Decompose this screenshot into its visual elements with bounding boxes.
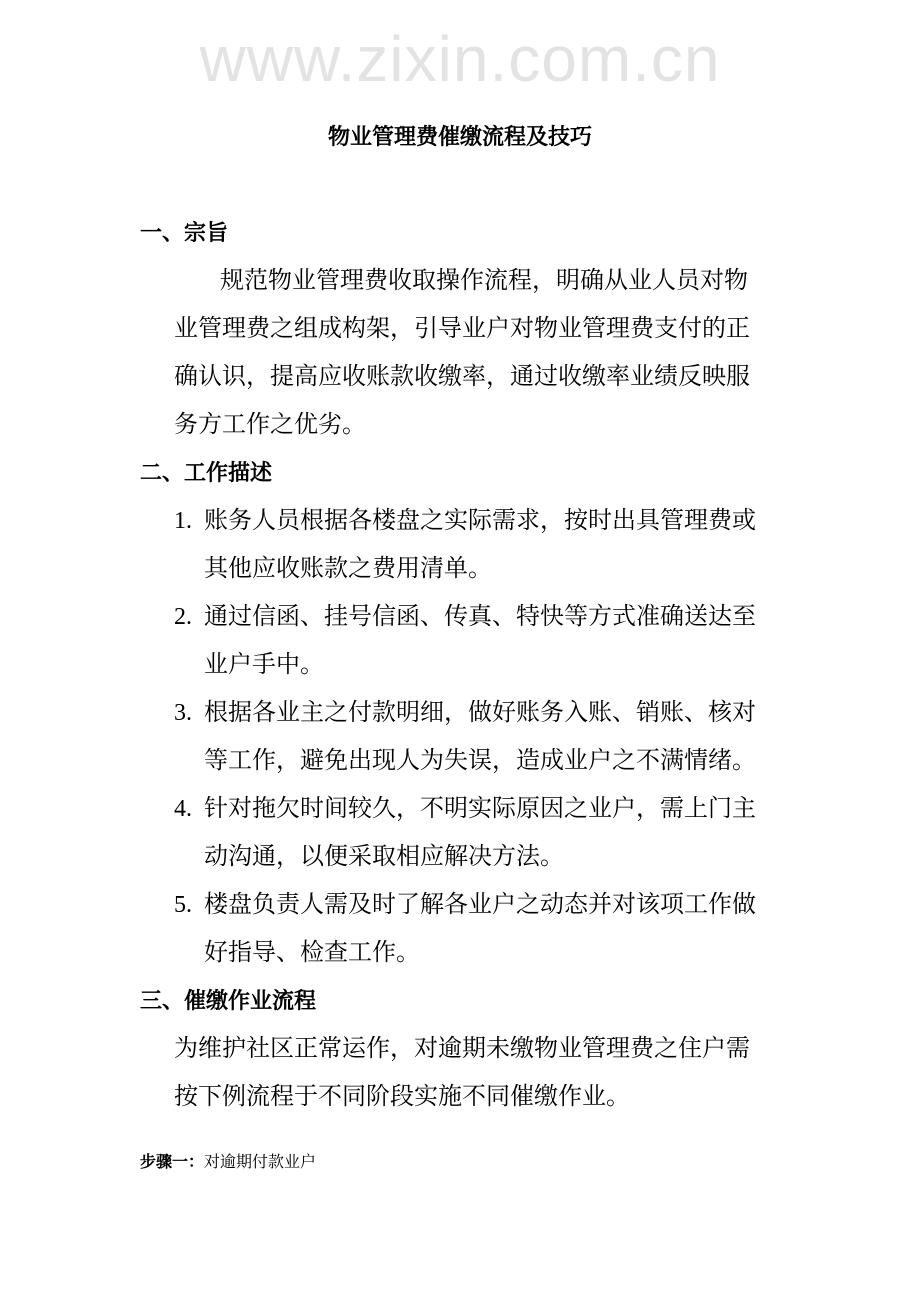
list-item: [174, 890, 756, 920]
paragraph-line: 确认识，提高应收账款收缴率，通过收缴率业绩反映服: [174, 364, 750, 390]
list-item: [174, 602, 756, 632]
list-item-continuation: 动沟通，以便采取相应解决方法。: [204, 844, 564, 870]
paragraph-line: 按下例流程于不同阶段实施不同催缴作业。: [174, 1084, 630, 1110]
list-text: 针对拖欠时间较久，不明实际原因之业户，需上门主: [204, 796, 756, 822]
list-number: 5.: [174, 892, 192, 918]
list-text: 通过信函、挂号信函、传真、特快等方式准确送达至: [204, 604, 756, 630]
list-number: 4.: [174, 796, 192, 822]
section-heading-work: 二、工作描述: [140, 460, 273, 485]
list-text: 根据各业主之付款明细，做好账务入账、销账、核对: [204, 700, 756, 726]
list-item: [174, 506, 756, 536]
list-item-continuation: 好指导、检查工作。: [204, 940, 420, 966]
list-item-continuation: 等工作，避免出现人为失误，造成业户之不满情绪。: [204, 748, 756, 774]
paragraph-line: 为维护社区正常运作，对逾期未缴物业管理费之住户需: [174, 1036, 750, 1062]
step-one: [140, 1152, 316, 1174]
list-text: 账务人员根据各楼盘之实际需求，按时出具管理费或: [204, 508, 756, 534]
list-item-continuation: 其他应收账款之费用清单。: [204, 556, 492, 582]
list-item-continuation: 业户手中。: [204, 652, 324, 678]
list-number: 3.: [174, 700, 192, 726]
step-label: 步骤一：: [140, 1154, 205, 1171]
paragraph-line: 务方工作之优劣。: [174, 412, 366, 438]
list-text: 楼盘负责人需及时了解各业户之动态并对该项工作做: [204, 892, 756, 918]
section-heading-purpose: 一、宗旨: [140, 220, 229, 245]
list-item: [174, 698, 756, 728]
section-heading-process: 三、催缴作业流程: [140, 988, 317, 1013]
watermark: www.zixin.com.cn: [199, 23, 721, 95]
step-text: 对逾期付款业户: [204, 1154, 317, 1171]
paragraph-line: 规范物业管理费收取操作流程，明确从业人员对物: [220, 268, 748, 294]
paragraph-line: 业管理费之组成构架，引导业户对物业管理费支付的正: [174, 316, 750, 342]
list-number: 2.: [174, 604, 192, 630]
list-item: [174, 794, 756, 824]
document-title: 物业管理费催缴流程及技巧: [327, 124, 592, 149]
list-number: 1.: [174, 508, 192, 534]
